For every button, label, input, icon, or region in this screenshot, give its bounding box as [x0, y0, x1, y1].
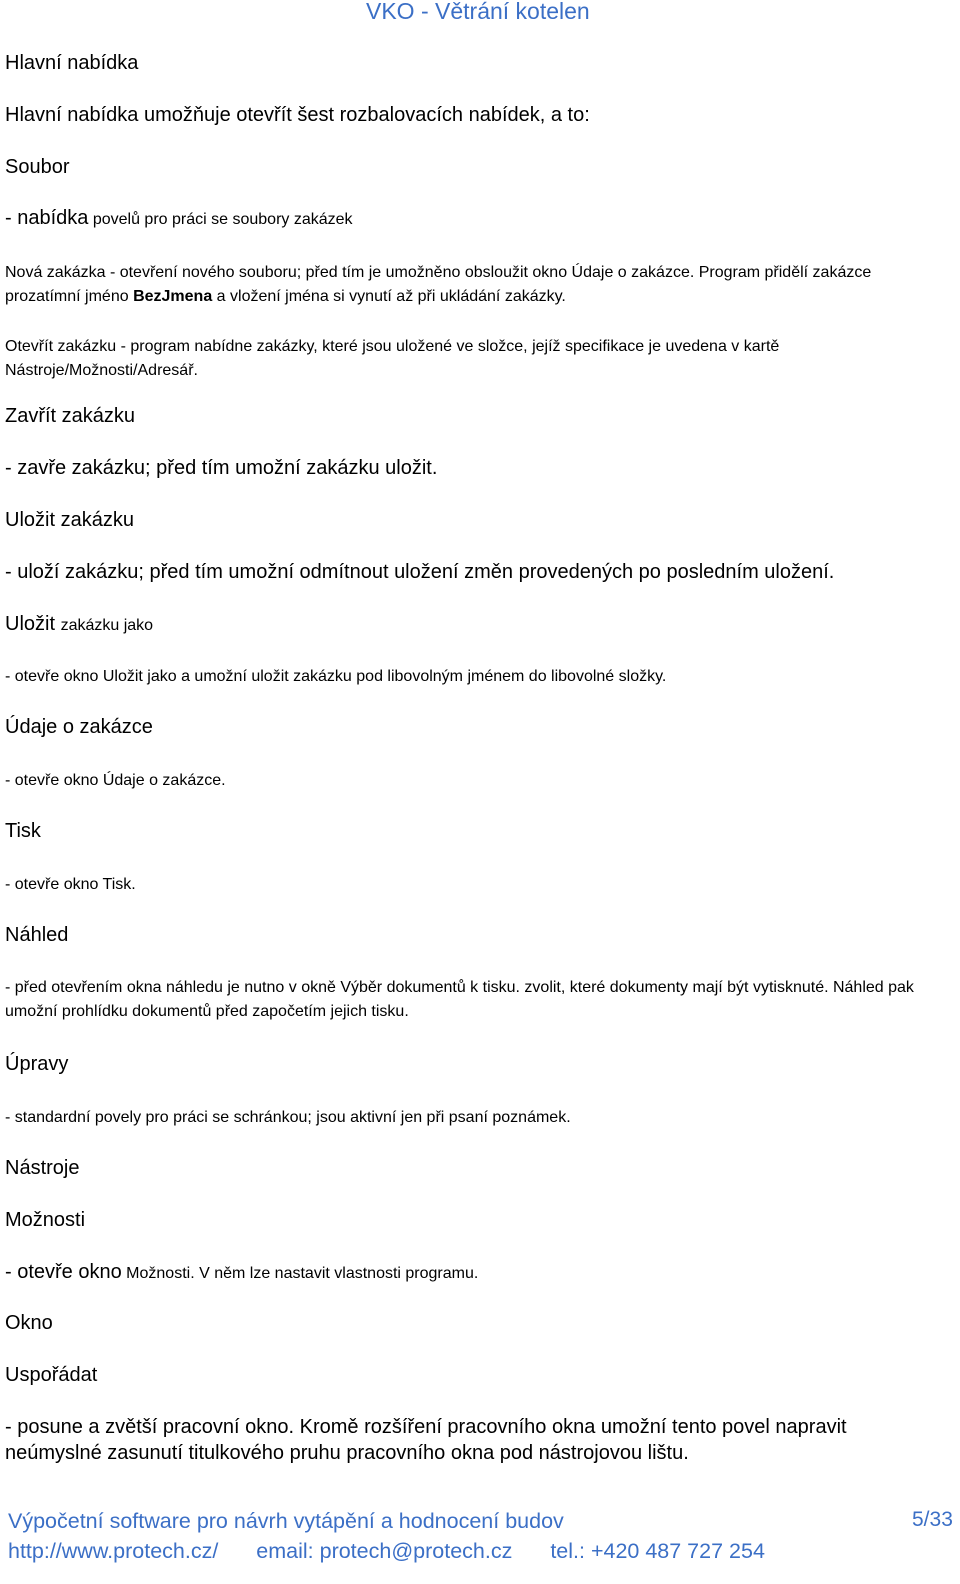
footer-url-link[interactable]: http://www.protech.cz/: [8, 1539, 219, 1563]
heading-nastroje: Nástroje: [5, 1157, 80, 1179]
usporadat-description: - posune a zvětší pracovní okno. Kromě rozšíření pracovního okna umožní tento povel napravit neúmyslné zasunutí titulkového pruhu pracovního okna pod nástrojovou lištu.: [5, 1416, 847, 1464]
page-number: 5/33: [912, 1508, 953, 1531]
moznosti-desc-rest: Možnosti. V něm lze nastavit vlastnosti programu.: [121, 1265, 479, 1282]
heading-usporadat: Uspořádat: [5, 1364, 98, 1386]
footer-email[interactable]: email: protech@protech.cz: [256, 1539, 513, 1563]
heading-udaje: Údaje o zakázce: [5, 716, 153, 738]
moznosti-description: [5, 1261, 478, 1284]
otevrit-zakazku-paragraph: Otevřít zakázku - program nabídne zakázky, které jsou uložené ve složce, jejíž specifikace je uvedena v kartě Nástroje/Možnosti/Adresář.: [5, 338, 780, 379]
zavrit-description: - zavře zakázku; před tím umožní zakázku uložit.: [5, 457, 438, 479]
moznosti-desc-lead: - otevře okno: [5, 1261, 122, 1283]
soubor-desc-rest: povelů pro práci se soubory zakázek: [88, 211, 353, 228]
udaje-description: - otevře okno Údaje o zakázce.: [5, 772, 226, 789]
heading-ulozit-jako: [5, 613, 153, 636]
heading-moznosti: Možnosti: [5, 1209, 86, 1231]
heading-ulozit: Uložit zakázku: [5, 509, 134, 531]
heading-tisk: Tisk: [5, 820, 41, 842]
header-title: VKO - Větrání kotelen: [366, 0, 590, 24]
footer-phone: tel.: +420 487 727 254: [550, 1539, 765, 1563]
nahled-description: - před otevřením okna náhledu je nutno v okně Výběr dokumentů k tisku. zvolit, které dokumenty mají být vytisknuté. Náhled pak umožní prohlídku dokumentů před započetím jejich tisku.: [5, 979, 914, 1020]
intro-paragraph: Hlavní nabídka umožňuje otevřít šest rozbalovacích nabídek, a to:: [5, 104, 590, 126]
heading-zavrit: Zavřít zakázku: [5, 405, 136, 427]
bezjmena-bold: BezJmena: [133, 288, 213, 305]
heading-main-menu: Hlavní nabídka: [5, 52, 139, 74]
footer-contacts: [8, 1539, 765, 1564]
soubor-desc-lead: - nabídka: [5, 207, 89, 229]
nova-text-1: Nová zakázka - otevření nového souboru; před tím je umožněno obsloužit okno Údaje o zakázce. Program přidělí zakázce prozatímní jméno: [5, 264, 872, 305]
tisk-description: - otevře okno Tisk.: [5, 876, 136, 893]
footer-software-line: Výpočetní software pro návrh vytápění a hodnocení budov: [8, 1509, 564, 1533]
ulozit-description: - uloží zakázku; před tím umožní odmítnout uložení změn provedených po posledním uložení.: [5, 561, 835, 583]
ulozit-jako-lead: Uložit: [5, 613, 61, 635]
upravy-description: - standardní povely pro práci se schránkou; jsou aktivní jen při psaní poznámek.: [5, 1109, 571, 1126]
heading-soubor: Soubor: [5, 156, 70, 178]
ulozit-jako-description: - otevře okno Uložit jako a umožní uložit zakázku pod libovolným jménem do libovolné složky.: [5, 668, 667, 685]
heading-okno: Okno: [5, 1312, 53, 1334]
ulozit-jako-rest: zakázku jako: [60, 617, 154, 634]
nova-text-2: a vložení jména si vynutí až při ukládání zakázky.: [212, 288, 566, 305]
heading-upravy: Úpravy: [5, 1053, 69, 1075]
nova-zakazka-paragraph: [5, 261, 935, 309]
heading-nahled: Náhled: [5, 924, 69, 946]
soubor-description: [5, 207, 353, 230]
